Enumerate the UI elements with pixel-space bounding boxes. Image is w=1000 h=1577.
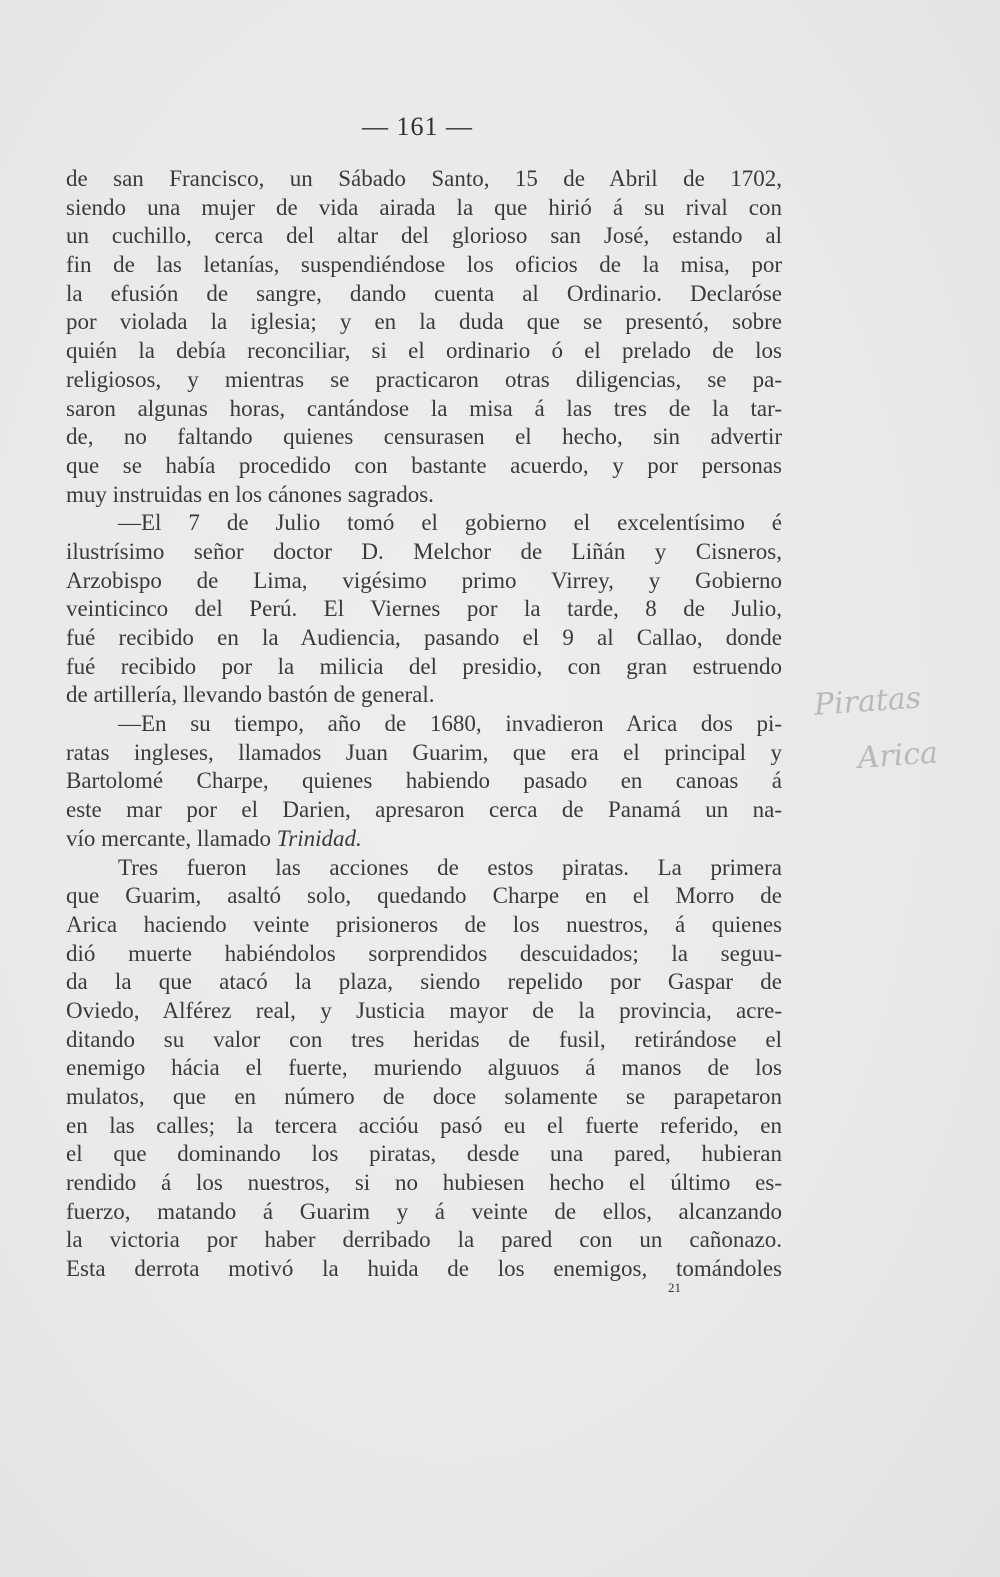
text-line: muy instruidas en los cánones sagrados.	[66, 481, 434, 507]
text-line: un cuchillo, cerca del altar del glorioso san José, estando al	[66, 223, 782, 249]
text-line: siendo una mujer de vida airada la que hirió á su rival con	[66, 194, 782, 220]
text-line: rendido á los nuestros, si no hubiesen hecho el último es-	[66, 1170, 782, 1196]
text-line-start: vío mercante, llamado	[66, 825, 272, 851]
text-line: ditando su valor con tres heridas de fusil, retirándose el	[66, 1026, 782, 1052]
text-line: fuerzo, matando á Guarim y á veinte de ellos, alcanzando	[66, 1198, 782, 1224]
text-line: Tres fueron las acciones de estos piratas. La primera	[118, 854, 782, 880]
text-line: fué recibido por la milicia del presidio, con gran estruendo	[66, 653, 782, 679]
text-line: la efusión de sangre, dando cuenta al Ordinario. Declaróse	[66, 280, 782, 306]
text-line: ilustrísimo señor doctor D. Melchor de Liñán y Cisneros,	[66, 538, 782, 564]
signature-mark: 21	[668, 1280, 681, 1295]
body-text	[66, 165, 782, 1284]
text-line: enemigo hácia el fuerte, muriendo alguuos á manos de los	[66, 1055, 782, 1081]
text-line: Esta derrota motivó la huida de los enemigos, tomándoles	[66, 1256, 782, 1282]
text-line: mulatos, que en número de doce solamente se parapetaron	[66, 1084, 782, 1109]
handwritten-margin-note	[812, 665, 1000, 828]
text-line: por violada la iglesia; y en la duda que se presentó, sobre	[66, 309, 782, 335]
text-line	[66, 825, 782, 854]
text-line: —El 7 de Julio tomó el gobierno el excelentísimo é	[118, 510, 782, 536]
text-line: ratas ingleses, llamados Juan Guarim, que era el principal y	[66, 739, 782, 765]
margin-note-line: Piratas	[812, 680, 923, 723]
text-line: que Guarim, asaltó solo, quedando Charpe en el Morro de	[66, 883, 782, 909]
margin-note-line: Arica	[856, 735, 940, 776]
text-line: da la que atacó la plaza, siendo repelido por Gaspar de	[66, 969, 782, 995]
text-line: dió muerte habiéndolos sorprendidos descuidados; la seguu-	[66, 940, 782, 966]
text-line: la victoria por haber derribado la pared con un cañonazo.	[66, 1227, 782, 1253]
text-line: saron algunas horas, cantándose la misa á las tres de la tar-	[66, 395, 782, 421]
ship-name: Trinidad.	[276, 825, 362, 851]
text-line: religiosos, y mientras se practicaron otras diligencias, se pa-	[66, 366, 782, 392]
text-line: quién la debía reconciliar, si el ordinario ó el prelado de los	[66, 338, 782, 364]
text-line: de san Francisco, un Sábado Santo, 15 de Abril de 1702,	[66, 166, 782, 191]
text-line: en las calles; la tercera accióu pasó eu el fuerte referido, en	[66, 1112, 782, 1138]
text-line: fué recibido en la Audiencia, pasando el 9 al Callao, donde	[66, 625, 782, 650]
text-line: que se había procedido con bastante acuerdo, y por personas	[66, 452, 782, 478]
text-line: este mar por el Darien, apresaron cerca de Panamá un na-	[66, 797, 782, 823]
text-line: Arica haciendo veinte prisioneros de los nuestros, á quienes	[66, 911, 782, 937]
page-number: — 161 —	[362, 112, 473, 141]
text-line: Bartolomé Charpe, quienes habiendo pasado en canoas á	[66, 768, 782, 794]
text-line: de artillería, llevando bastón de general.	[66, 682, 435, 708]
text-line: veinticinco del Perú. El Viernes por la tarde, 8 de Julio,	[66, 596, 782, 622]
text-line: fin de las letanías, suspendiéndose los oficios de la misa, por	[66, 252, 782, 278]
text-line: Arzobispo de Lima, vigésimo primo Virrey, y Gobierno	[66, 567, 782, 593]
text-line: el que dominando los piratas, desde una pared, hubieran	[66, 1141, 782, 1167]
text-line: de, no faltando quienes censurasen el hecho, sin advertir	[66, 424, 782, 450]
text-line: —En su tiempo, año de 1680, invadieron Arica dos pi-	[118, 711, 782, 737]
text-line: Oviedo, Alférez real, y Justicia mayor de la provincia, acre-	[66, 997, 782, 1023]
